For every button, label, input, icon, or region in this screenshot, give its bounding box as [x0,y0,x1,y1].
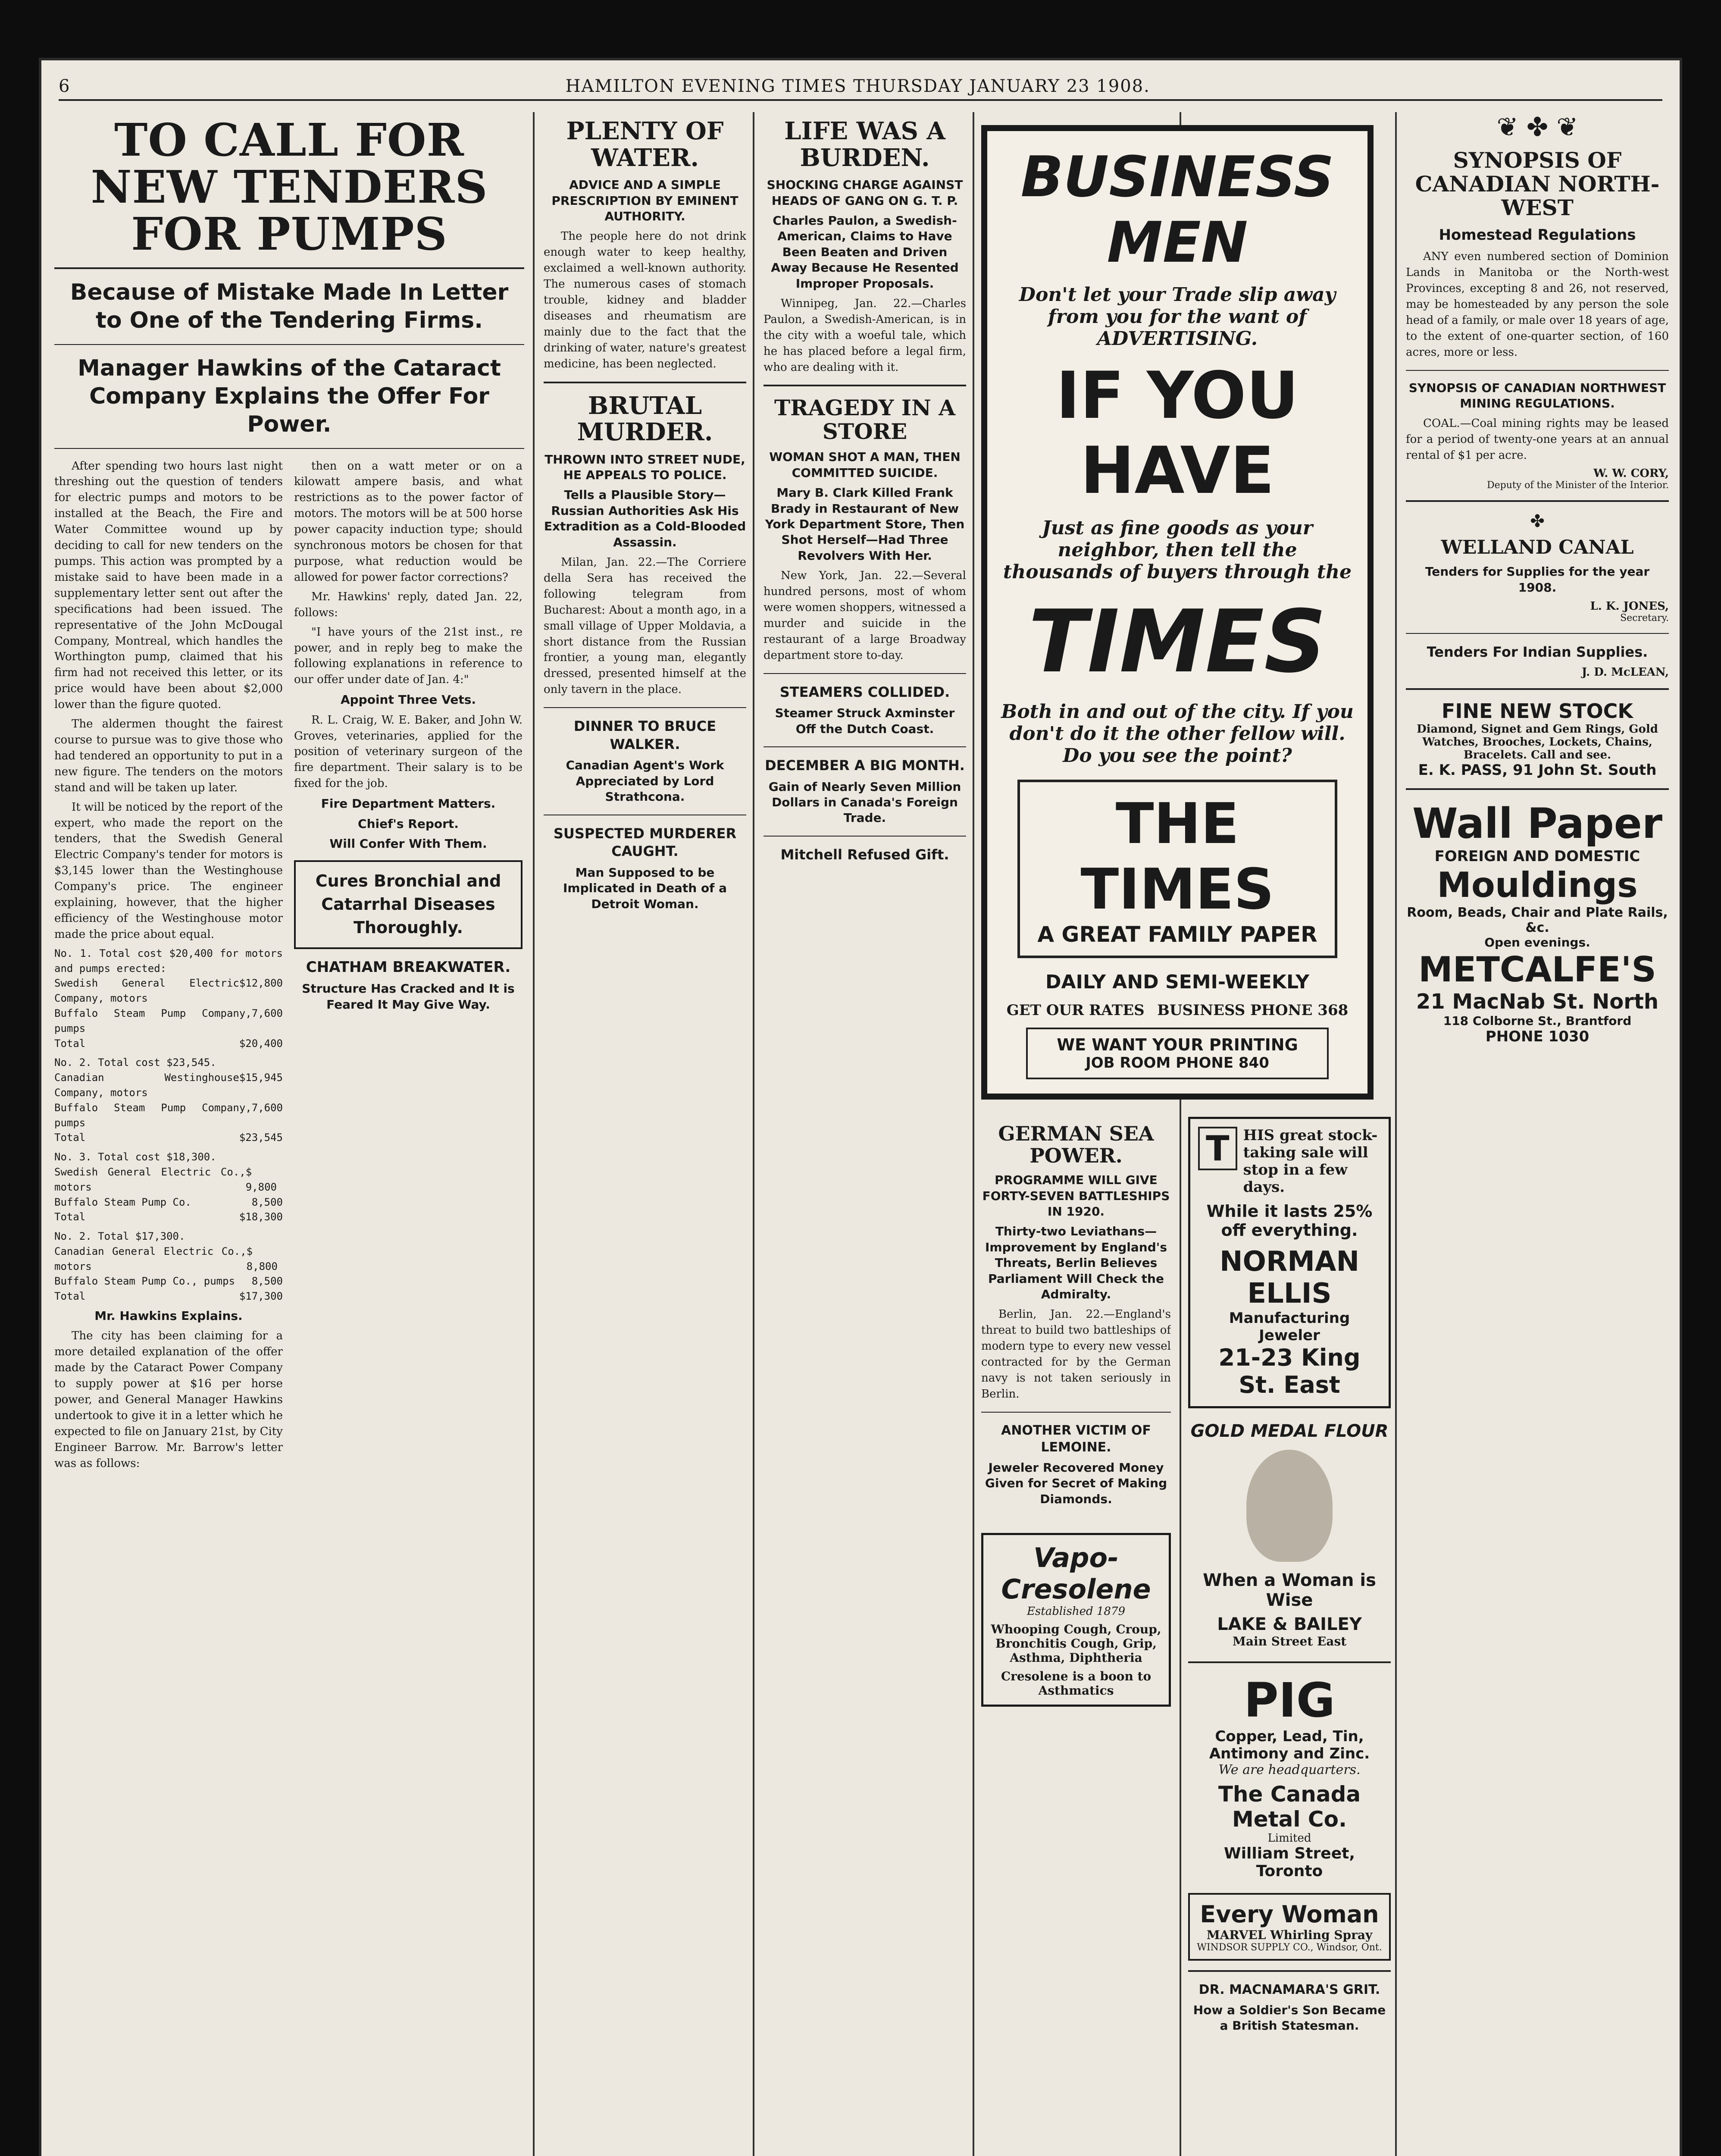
lead-story [54,112,524,2156]
times-ad [981,125,1374,1100]
paragraph: Berlin, Jan. 22.—England's threat to build two battleships of modern type to every new vessel contracted for by the German navy is not taken seriously in Berlin. [981,1308,1171,1401]
headline: TRAGEDY IN A STORE [774,395,956,445]
vapo-ad [981,1533,1171,1707]
subhead: Mr. Hawkins Explains. [94,1309,243,1323]
ornament-icon: ✤ [1530,511,1545,532]
page-number: 6 [59,76,71,96]
tender-table: No. 1. Total cost $20,400 for motors and pumps erected: Swedish General Electric Company, motors $12,800 Buffalo Steam Pump Company, pumps 7,600 Total $20,400 No. 2. Total cost $23,545. Canadian Westinghouse Company, motors $15,945 Buffalo Steam Pump Company, pumps 7,600 Total $23,545 No. 3. Total cost $18,300. Swedish General Electric Co., motors $ 9,800 Buffalo Steam Pump Co. 8,500 Total $18,300 No. 2. Total $17,300. Canadian General Electric Co., motors $ 8,800 Buffalo Steam Pump Co., pumps 8,500 Total $17,300 [54,946,283,1304]
lead-paragraph: After spending two hours last night threshing out the question of tenders for electric pumps and motors to be installed at the Beach, the Fire and Water Committee wound up by deciding to call for new tenders on the pumps. This action was prompted by a mistake said to have been made in a supplementary letter sent out after the specifications had been issued. The representative of the John McDougal Company, Montreal, which handles the Worthington pump, claimed that his firm had not received this letter, or its price would have been about $2,000 lower than the figure quoted. [54,459,283,711]
subhead: Tenders for Supplies for the year 1908. [1425,564,1650,595]
german-story [981,1117,1171,2156]
headline: ANOTHER VICTIM OF LEMOINE. [1001,1423,1151,1455]
subhead: THROWN INTO STREET NUDE, HE APPEALS TO POLICE. [544,452,745,483]
ad-line: 21-23 King St. East [1218,1344,1361,1398]
ad-line: BUSINESS PHONE 368 [1157,1002,1349,1019]
lead-headline: TO CALL FOR NEW TENDERS FOR PUMPS [91,113,488,261]
pig-ad [1188,1673,1391,1880]
ad-line: While it lasts 25% off everything. [1206,1202,1373,1240]
column-four [763,112,966,2156]
ad-line: Wall Paper [1412,799,1663,848]
signature-title: Secretary. [1620,613,1669,624]
headline: BRUTAL MURDER. [577,391,713,447]
ad-line: The Canada Metal Co. [1218,1782,1361,1832]
tender-label: No. 3. Total cost $18,300. [54,1151,216,1163]
cures-ad [294,860,523,949]
subhead: Appoint Three Vets. [340,693,476,707]
lead-paragraph: It will be noticed by the report of the expert, who made the report on the tenders, that the Swedish General Electric Company's tender for motors is $3,145 lower than the Westinghouse Company's price. The engineer explaining, however, that the higher efficiency of the Westinghouse motor made the price about equal. [54,800,283,941]
ad-line: Both in and out of the city. If you don't do it the other fellow will. Do you see the point? [1001,701,1354,767]
subhead: SHOCKING CHARGE AGAINST HEADS OF GANG ON G. T. P. [767,178,963,208]
deck: How a Soldier's Son Became a British Statesman. [1193,2003,1386,2033]
ad-line: FINE NEW STOCK [1441,699,1633,723]
ad-line: GOLD MEDAL FLOUR [1190,1421,1389,1441]
headline: PLENTY OF WATER. [566,117,724,172]
ad-line: Don't let your Trade slip away from you for the want of ADVERTISING. [1019,284,1336,350]
ad-line: THE TIMES [1080,791,1274,922]
deck: Canadian Agent's Work Appreciated by Lord Strathcona. [566,758,724,804]
ad-line: Just as fine goods as your neighbor, then tell the thousands of buyers through the [1003,517,1352,583]
signature-title: Deputy of the Minister of the Interior. [1486,480,1669,491]
tender-label: No. 1. Total cost $20,400 for motors and pumps erected: [54,947,283,975]
every-woman-ad [1188,1893,1391,1961]
ad-line: FOREIGN AND DOMESTIC [1434,847,1640,865]
ad-line: Open evenings. [1484,935,1590,950]
ad-line: JOB ROOM PHONE 840 [1086,1054,1269,1072]
paragraph: The people here do not drink enough water to keep healthy, exclaimed a well-known authority. The numerous cases of stomach trouble, kidney and bladder diseases and rheumatism are mainly due to the fact that the drinking of water, nature's greatest medicine, has been neglected. [544,230,746,370]
ad-line: HIS great stock-taking sale will stop in a few days. [1243,1127,1378,1196]
lead-deck-two: Manager Hawkins of the Cataract Company Explains the Offer For Power. [78,355,501,437]
ad-line: Whooping Cough, Croup, Bronchitis Cough, Grip, Asthma, Diphtheria [991,1622,1161,1665]
printing-box [1026,1028,1329,1079]
paragraph: Milan, Jan. 22.—The Corriere della Sera has received the following telegram from Bucharest: About a month ago, in a small village of Upper Moldavia, a short distance from the Russian frontier, a young man, elegantly dressed, presented himself at the only tavern in the place. [544,556,746,696]
ad-line: Copper, Lead, Tin, Antimony and Zinc. [1209,1728,1370,1762]
chatham-headline: CHATHAM BREAKWATER. [306,959,511,976]
ad-line: Vapo-Cresolene [1001,1542,1151,1605]
ad-line: We are headquarters. [1218,1762,1361,1777]
column-rule [533,112,535,2156]
headline: DR. MACNAMARA'S GRIT. [1198,1982,1380,1997]
headline: DINNER TO BRUCE WALKER. [573,718,717,752]
subhead: WOMAN SHOT A MAN, THEN COMMITTED SUICIDE. [769,450,961,480]
ad-line: Cresolene is a boon to Asthmatics [1001,1669,1152,1698]
times-inner-box [1017,780,1337,958]
subhead: Homestead Regulations [1439,226,1636,244]
signature: W. W. CORY, [1593,467,1669,480]
headline: SUSPECTED MURDERER CAUGHT. [553,825,737,860]
ad-line: 21 MacNab St. North [1416,989,1659,1014]
ad-line: William Street, Toronto [1223,1845,1355,1880]
column-three [544,112,746,2156]
ad-line: E. K. PASS, 91 John St. South [1418,761,1657,779]
ad-line: MARVEL Whirling Spray [1206,1928,1373,1942]
subhead: PROGRAMME WILL GIVE FORTY-SEVEN BATTLESHIPS IN 1920. [982,1173,1170,1219]
ad-line: WE WANT YOUR PRINTING [1057,1035,1298,1054]
woman-portrait-image [1246,1450,1333,1562]
ad-line: 118 Colborne St., Brantford [1443,1013,1632,1028]
ad-line: LAKE & BAILEY [1217,1614,1362,1634]
deck: Man Supposed to be Implicated in Death of a Detroit Woman. [563,865,727,911]
ad-line: DAILY AND SEMI-WEEKLY [1045,971,1309,993]
lead-paragraph: The aldermen thought the fairest course to pursue was to give those who had tendered an opportunity to put in a new figure. The tenders on the motors stand and will be taken up later. [54,718,283,794]
ad-line: Every Woman [1200,1901,1379,1928]
deck: Steamer Struck Axminster Off the Dutch Coast. [775,706,955,736]
paragraph: "I have yours of the 21st inst., re power, and in reply beg to make the following explanations in reference to our offer under date of Jan. 4:" [294,625,523,686]
subhead: Fire Department Matters. [321,796,496,811]
ad-line: Limited [1267,1832,1311,1845]
headline: Tenders For Indian Supplies. [1427,644,1648,661]
signature: L. K. JONES, [1590,600,1669,613]
paragraph: COAL.—Coal mining rights may be leased for a period of twenty-one years at an annual rental of $1 per acre. [1406,417,1669,462]
paragraph: R. L. Craig, W. E. Baker, and John W. Groves, veterinaries, applied for the position of veterinary surgeon of the fire department. Their salary is to be fixed for the job. [294,713,523,790]
ad-line: BUSINESS MEN [1020,144,1334,275]
ornament-icon: ❦ ✤ ❦ [1496,112,1578,142]
ad-line: PHONE 1030 [1485,1028,1590,1045]
ad-line: TIMES [1028,592,1327,692]
headline: GERMAN SEA POWER. [998,1122,1154,1167]
ads-column [1188,1117,1391,2156]
headline: WELLAND CANAL [1441,536,1634,559]
ad-line: Established 1879 [1026,1604,1126,1618]
newspaper-page [41,60,1680,2156]
paragraph: New York, Jan. 22.—Several hundred persons, most of whom were women shoppers, witnessed a murder and suicide in the restaurant of a large Broadway department store to-day. [763,569,966,662]
lead-deck-one: Because of Mistake Made In Letter to One of the Tendering Firms. [70,279,509,333]
flour-ad [1188,1421,1391,1648]
ad-line: Main Street East [1232,1634,1347,1648]
deck: Tells a Plausible Story—Russian Authorities Ask His Extradition as a Cold-Blooded Assassin. [544,488,746,549]
subhead: Will Confer With Them. [329,836,487,851]
ad-line: NORMAN ELLIS [1219,1246,1360,1310]
paragraph: Winnipeg, Jan. 22.—Charles Paulon, a Swedish-American, is in the city with a woeful tale, which he has placed before a legal firm, who are dealing with it. [763,297,966,374]
ad-line: PIG [1244,1673,1335,1728]
column-rule [1395,112,1397,2156]
ad-line: Mouldings [1437,865,1638,905]
deck: Mary B. Clark Killed Frank Brady in Restaurant of New York Department Store, Then Shot Herself—Had Three Revolvers With Her. [765,486,965,563]
column-rule [973,112,974,2156]
ellis-ad [1188,1117,1391,1408]
deck: Jeweler Recovered Money Given for Secret of Making Diamonds. [985,1460,1167,1506]
subhead: SYNOPSIS OF CANADIAN NORTHWEST MINING REGULATIONS. [1408,380,1666,411]
ad-line: Diamond, Signet and Gem Rings, Gold Watches, Brooches, Lockets, Chains, Bracelets. Call and see. [1417,722,1658,761]
cures-ad-title: Cures Bronchial and Catarrhal Diseases Thoroughly. [315,871,501,937]
headline: SYNOPSIS OF CANADIAN NORTH-WEST [1415,147,1660,220]
headline: Mitchell Refused Gift. [780,846,949,863]
subhead: Chief's Report. [358,816,459,831]
headline: LIFE WAS A BURDEN. [784,117,945,172]
lead-body [54,458,283,1475]
masthead-title: HAMILTON EVENING TIMES THURSDAY JANUARY 23 1908. [565,76,1150,96]
masthead [59,73,1662,101]
subhead: ADVICE AND A SIMPLE PRESCRIPTION BY EMINENT AUTHORITY. [551,178,738,223]
paragraph: then on a watt meter or on a kilowatt ampere basis, and what restrictions as to the power factor of motors. The motors will be at 500 horse power capacity induction type; should synchronous motors be chosen for that purpose, what reduction would be allowed for power factor corrections? [294,459,523,584]
deck: Charles Paulon, a Swedish-American, Claims to Have Been Beaten and Driven Away Because He Resented Improper Proposals. [771,213,959,291]
ad-line: When a Woman is Wise [1203,1570,1376,1610]
tender-label: No. 2. Total $17,300. [54,1230,185,1243]
deck: Thirty-two Leviathans—Improvement by England's Threats, Berlin Believes Parliament Will Check the Admiralty. [985,1224,1167,1301]
ad-line: IF YOU HAVE [1056,358,1299,508]
paragraph: Mr. Hawkins' reply, dated Jan. 22, follows: [294,590,523,619]
column-rule [753,112,754,2156]
drop-cap: T [1198,1127,1237,1170]
paragraph: ANY even numbered section of Dominion Lands in Manitoba or the North-west Provinces, excepting 8 and 26, not reserved, may be homesteaded by any person the sole head of a family, or male over 18 years of age, to the extent of one-quarter section, of 160 acres, more or less. [1406,250,1669,359]
tender-label: No. 2. Total cost $23,545. [54,1056,216,1069]
deck: Gain of Nearly Seven Million Dollars in Canada's Foreign Trade. [768,779,961,825]
chatham-sub: Structure Has Cracked and It is Feared It May Give Way. [302,981,515,1012]
ad-line: Room, Beads, Chair and Plate Rails, &c. [1407,905,1668,935]
headline: DECEMBER A BIG MONTH. [765,757,965,774]
right-column [1406,112,1669,2156]
ad-line: WINDSOR SUPPLY CO., Windsor, Ont. [1197,1942,1382,1953]
headline: STEAMERS COLLIDED. [779,683,950,700]
ad-line: GET OUR RATES [1006,1002,1145,1019]
column-two [294,458,523,1475]
lead-paragraph: The city has been claiming for a more detailed explanation of the offer made by the Cataract Power Company to supply power at $16 per horse power, and General Manager Hawkins undertook to give it in a letter which he expected to file on January 21st, by City Engineer Barrow. Mr. Barrow's letter was as follows: [54,1329,283,1470]
ad-line: A GREAT FAMILY PAPER [1037,922,1317,947]
ad-line: METCALFE'S [1418,949,1656,990]
ad-line: Manufacturing Jeweler [1229,1310,1350,1344]
signature: J. D. McLEAN, [1581,665,1669,679]
